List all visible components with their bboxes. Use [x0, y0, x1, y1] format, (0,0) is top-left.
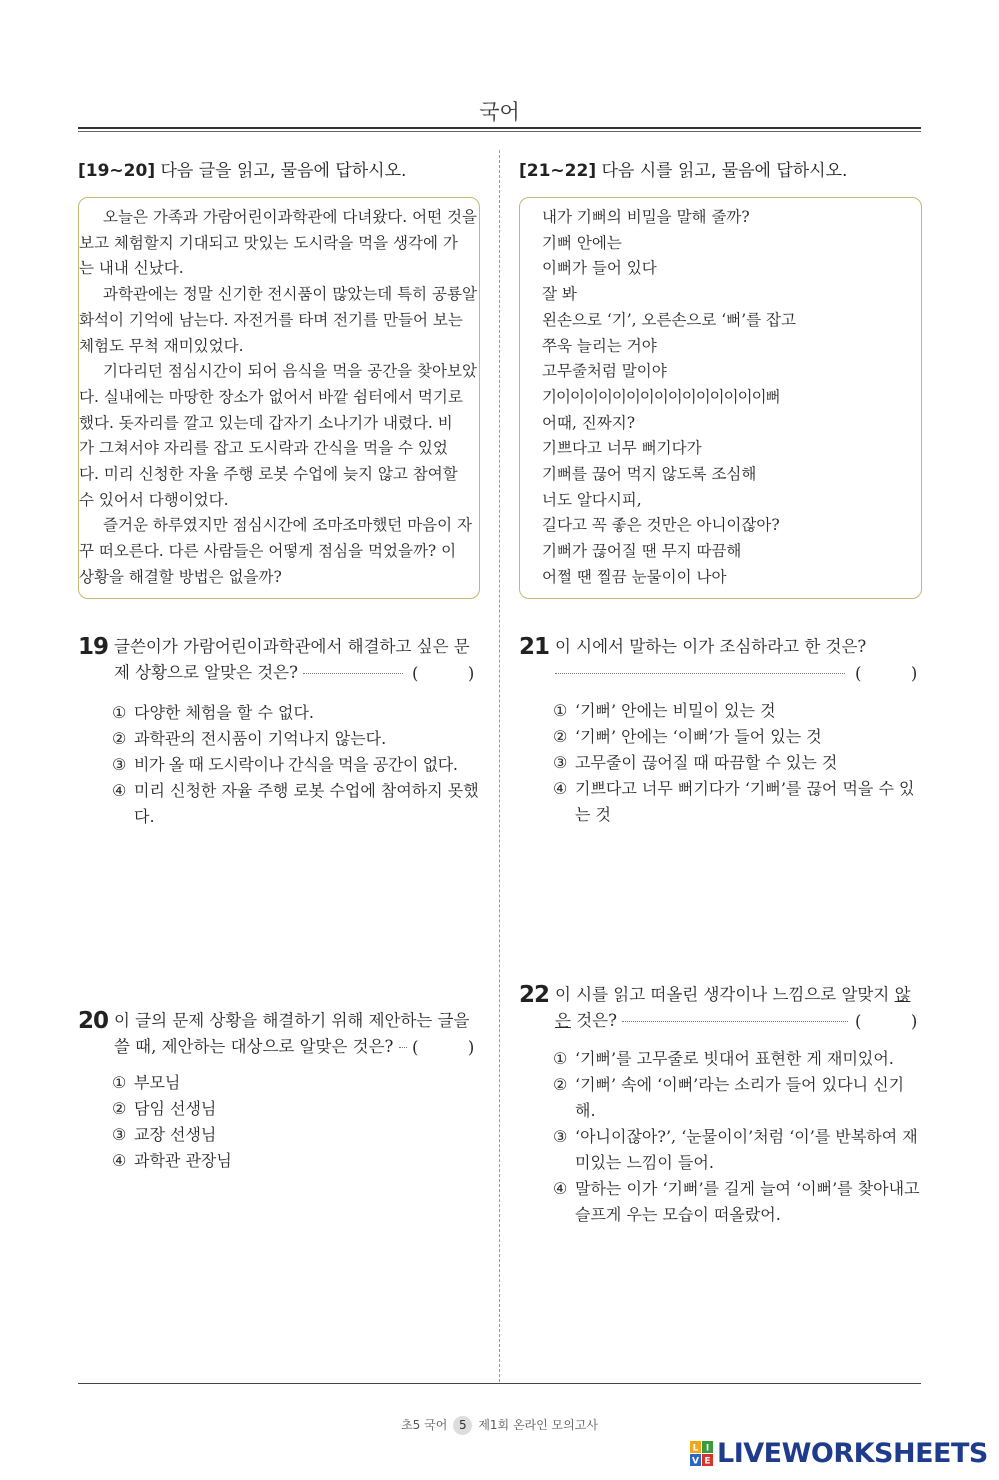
stem-line-1 — [555, 982, 911, 1008]
passage-line: 수 있어서 다행이었다. — [79, 490, 229, 509]
poem-line: 기쁘다고 너무 뻐기다가 — [542, 439, 702, 458]
option-3[interactable] — [553, 750, 922, 776]
question-number: 22 — [519, 982, 550, 1008]
poem-line: 왼손으로 ‘기’, 오른손으로 ‘뻐’를 잡고 — [542, 310, 796, 329]
liveworksheets-logo-icon — [690, 1441, 714, 1467]
option-mark: ③ — [112, 755, 126, 774]
option-text: 말하는 이가 ‘기뻐’를 길게 늘여 ‘이뻐’를 찾아내고 슬프게 우는 모습이 떠올랐어. — [575, 1179, 920, 1224]
passage-line: 다. 미리 신청한 자율 주행 로봇 수업에 늦지 않고 참여할 — [79, 465, 458, 484]
option-text: 비가 올 때 도시락이나 간식을 먹을 공간이 없다. — [134, 755, 458, 774]
poem-line: 이뻐가 들어 있다 — [542, 259, 657, 278]
poem-line: 어때, 진짜지? — [542, 413, 636, 432]
answer-blank[interactable]: ( ) — [412, 1038, 475, 1057]
option-text: 기쁘다고 너무 뻐기다가 ‘기뻐’를 끊어 먹을 수 있는 것 — [575, 779, 915, 824]
options-list — [553, 1046, 922, 1228]
option-text: 고무줄이 끊어질 때 따끔할 수 있는 것 — [575, 753, 838, 772]
option-1[interactable] — [553, 698, 922, 724]
dot-leader — [303, 673, 403, 674]
heading-range: [19~20] — [78, 161, 156, 181]
dot-leader — [622, 1021, 848, 1022]
logo-letter: E — [704, 1456, 711, 1467]
stem-line: 글쓴이가 가람어린이과학관에서 해결하고 싶은 문 — [114, 637, 470, 656]
column-divider — [499, 150, 500, 1382]
option-text: 미리 신청한 자율 주행 로봇 수업에 참여하지 못했다. — [134, 781, 479, 826]
question-19 — [78, 634, 480, 834]
option-mark: ② — [553, 1075, 568, 1094]
poem-line: 내가 기뻐의 비밀을 말해 줄까? — [542, 208, 750, 226]
stem-text: 제 상황으로 알맞은 것은? — [114, 663, 298, 682]
option-1[interactable] — [112, 700, 480, 726]
page-title: 국어 — [479, 100, 520, 124]
option-4[interactable] — [112, 778, 480, 830]
poem-line: 쭈욱 늘리는 거야 — [542, 336, 657, 355]
option-3[interactable] — [112, 752, 480, 778]
option-mark: ④ — [112, 781, 127, 800]
option-mark: ③ — [553, 1127, 568, 1146]
option-1[interactable] — [112, 1070, 480, 1096]
passage-line: 상황을 해결할 방법은 없을까? — [79, 567, 282, 586]
option-text: 교장 선생님 — [134, 1125, 217, 1144]
stem-underlined: 않 — [894, 985, 911, 1004]
passage-paragraph-3 — [79, 359, 477, 513]
page-number: 5 — [453, 1416, 472, 1435]
question-22 — [519, 982, 922, 1242]
option-mark: ③ — [112, 1125, 127, 1144]
stem-text: 것은? — [570, 1011, 617, 1030]
poem-line: 잘 봐 — [542, 285, 577, 304]
option-text: ‘기뻐’ 안에는 비밀이 있는 것 — [575, 701, 776, 720]
section-heading-19-20 — [78, 156, 406, 181]
option-text: 과학관의 전시품이 기억나지 않는다. — [134, 729, 387, 748]
passage-paragraph-2 — [79, 282, 477, 359]
option-mark: ④ — [553, 1179, 568, 1198]
options-list — [112, 700, 480, 830]
passage-box — [78, 197, 480, 599]
option-text: 부모님 — [134, 1073, 181, 1092]
liveworksheets-brand[interactable] — [690, 1438, 990, 1470]
option-4[interactable] — [553, 776, 922, 828]
option-2[interactable] — [553, 1072, 922, 1124]
option-mark: ② — [553, 727, 568, 746]
option-mark: ① — [553, 701, 568, 720]
logo-letter: I — [705, 1443, 710, 1454]
options-list — [112, 1070, 480, 1174]
poem-line: 기뻐를 끊어 먹지 않도록 조심해 — [542, 465, 757, 484]
option-mark: ② — [112, 729, 127, 748]
passage-line: 가 그쳐서야 자리를 잡고 도시락과 간식을 먹을 수 있었 — [79, 439, 448, 458]
option-mark: ④ — [553, 779, 568, 798]
passage-line: 했다. 돗자리를 깔고 있는데 갑자기 소나기가 내렸다. 비 — [79, 413, 453, 432]
option-3[interactable] — [553, 1124, 922, 1176]
option-4[interactable] — [112, 1148, 480, 1174]
option-4[interactable] — [553, 1176, 922, 1228]
poem-line: 어쩔 땐 찔끔 눈물이이 나아 — [542, 567, 727, 586]
passage-line: 체험도 무척 재미있었다. — [79, 336, 244, 355]
passage-line: 기다리던 점심시간이 되어 음식을 먹을 공간을 찾아보았 — [103, 362, 477, 381]
option-mark: ② — [112, 1099, 127, 1118]
answer-blank[interactable]: ( ) — [855, 1012, 918, 1031]
poem-box — [519, 197, 922, 599]
logo-letter: L — [692, 1443, 699, 1454]
question-number: 19 — [78, 634, 109, 660]
page-footer — [0, 1416, 999, 1435]
footer-exam-name: 제1회 온라인 모의고사 — [478, 1418, 598, 1432]
passage-line: 다. 실내에는 마땅한 장소가 없어서 바깥 쉼터에서 먹기로 — [79, 387, 463, 406]
passage-line: 과학관에는 정말 신기한 전시품이 많았는데 특히 공룡알 — [103, 285, 477, 304]
logo-letter: V — [692, 1456, 699, 1467]
option-mark: ① — [112, 703, 127, 722]
option-mark: ④ — [112, 1151, 127, 1170]
passage-line: 화석이 기억에 남는다. 자전거를 타며 전기를 만들어 보는 — [79, 310, 463, 329]
poem-line: 기뻐가 끊어질 땐 무지 따끔해 — [542, 542, 742, 561]
header-rule-thin — [78, 131, 921, 132]
heading-range: [21~22] — [519, 161, 597, 181]
option-text: ‘기뻐’ 속에 ‘이뻐’라는 소리가 들어 있다니 신기해. — [575, 1075, 905, 1120]
answer-blank[interactable]: ( ) — [855, 664, 918, 683]
option-3[interactable] — [112, 1122, 480, 1148]
option-1[interactable] — [553, 1046, 922, 1072]
stem-line: 이 시에서 말하는 이가 조심하라고 한 것은? — [555, 637, 867, 656]
option-text: ‘아니이잖아?’, ‘눈물이이’처럼 ‘이’를 반복하여 재미있는 느낌이 들어. — [575, 1127, 918, 1172]
section-heading-21-22 — [519, 156, 847, 181]
passage-paragraph-1 — [79, 205, 477, 282]
poem-line: 너도 알다시피, — [542, 490, 642, 509]
stem-line-2 — [555, 660, 866, 686]
question-number: 21 — [519, 634, 550, 660]
question-number: 20 — [78, 1008, 109, 1034]
option-text: ‘기뻐’를 고무줄로 빗대어 표현한 게 재미있어. — [575, 1049, 894, 1068]
stem-line: 이 글의 문제 상황을 해결하기 위해 제안하는 글을 — [114, 1011, 470, 1030]
option-2[interactable] — [112, 726, 480, 752]
option-text: 과학관 관장님 — [134, 1151, 232, 1170]
options-list — [553, 698, 922, 828]
passage-line: 보고 체험할지 기대되고 맛있는 도시락을 먹을 생각에 가 — [79, 233, 458, 252]
dot-leader — [399, 1047, 407, 1048]
passage-paragraph-4 — [79, 513, 473, 590]
option-mark: ① — [553, 1049, 568, 1068]
passage-line: 꾸 떠오른다. 다른 사람들은 어떻게 점심을 먹었을까? 이 — [79, 542, 457, 561]
poem-line: 기이이이이이이이이이이이이이이이뻐 — [542, 387, 780, 406]
question-stem — [555, 634, 866, 686]
poem-line: 고무줄처럼 말이야 — [542, 362, 667, 381]
option-2[interactable] — [553, 724, 922, 750]
option-text: 담임 선생님 — [134, 1099, 217, 1118]
option-text: ‘기뻐’ 안에는 ‘이뻐’가 들어 있는 것 — [575, 727, 822, 746]
footer-subject: 초5 국어 — [401, 1418, 448, 1432]
question-20 — [78, 1008, 480, 1188]
stem-underlined: 은 — [555, 1011, 571, 1030]
passage-line: 오늘은 가족과 가람어린이과학관에 다녀왔다. 어떤 것을 — [103, 208, 477, 226]
stem-text: 이 시를 읽고 떠올린 생각이나 느낌으로 알맞지 — [555, 985, 895, 1004]
option-mark: ③ — [553, 753, 568, 772]
passage-line: 즐거운 하루였지만 점심시간에 조마조마했던 마음이 자 — [103, 516, 473, 535]
option-2[interactable] — [112, 1096, 480, 1122]
dot-leader — [555, 673, 845, 674]
question-21 — [519, 634, 922, 834]
heading-text: 다음 글을 읽고, 물음에 답하시오. — [155, 161, 407, 181]
passage-line: 는 내내 신났다. — [79, 259, 184, 278]
option-mark: ① — [112, 1073, 127, 1092]
answer-blank[interactable]: ( ) — [412, 664, 475, 683]
heading-text: 다음 시를 읽고, 물음에 답하시오. — [596, 161, 848, 181]
footer-rule — [78, 1383, 921, 1384]
header-rule — [78, 127, 921, 129]
option-text: 다양한 체험을 할 수 없다. — [134, 703, 314, 722]
stem-text: 쓸 때, 제안하는 대상으로 알맞은 것은? — [114, 1037, 394, 1056]
poem-line: 길다고 꼭 좋은 것만은 아니이잖아? — [542, 516, 780, 535]
poem-line: 기뻐 안에는 — [542, 233, 622, 252]
liveworksheets-wordmark: LIVEWORKSHEETS — [717, 1438, 988, 1469]
